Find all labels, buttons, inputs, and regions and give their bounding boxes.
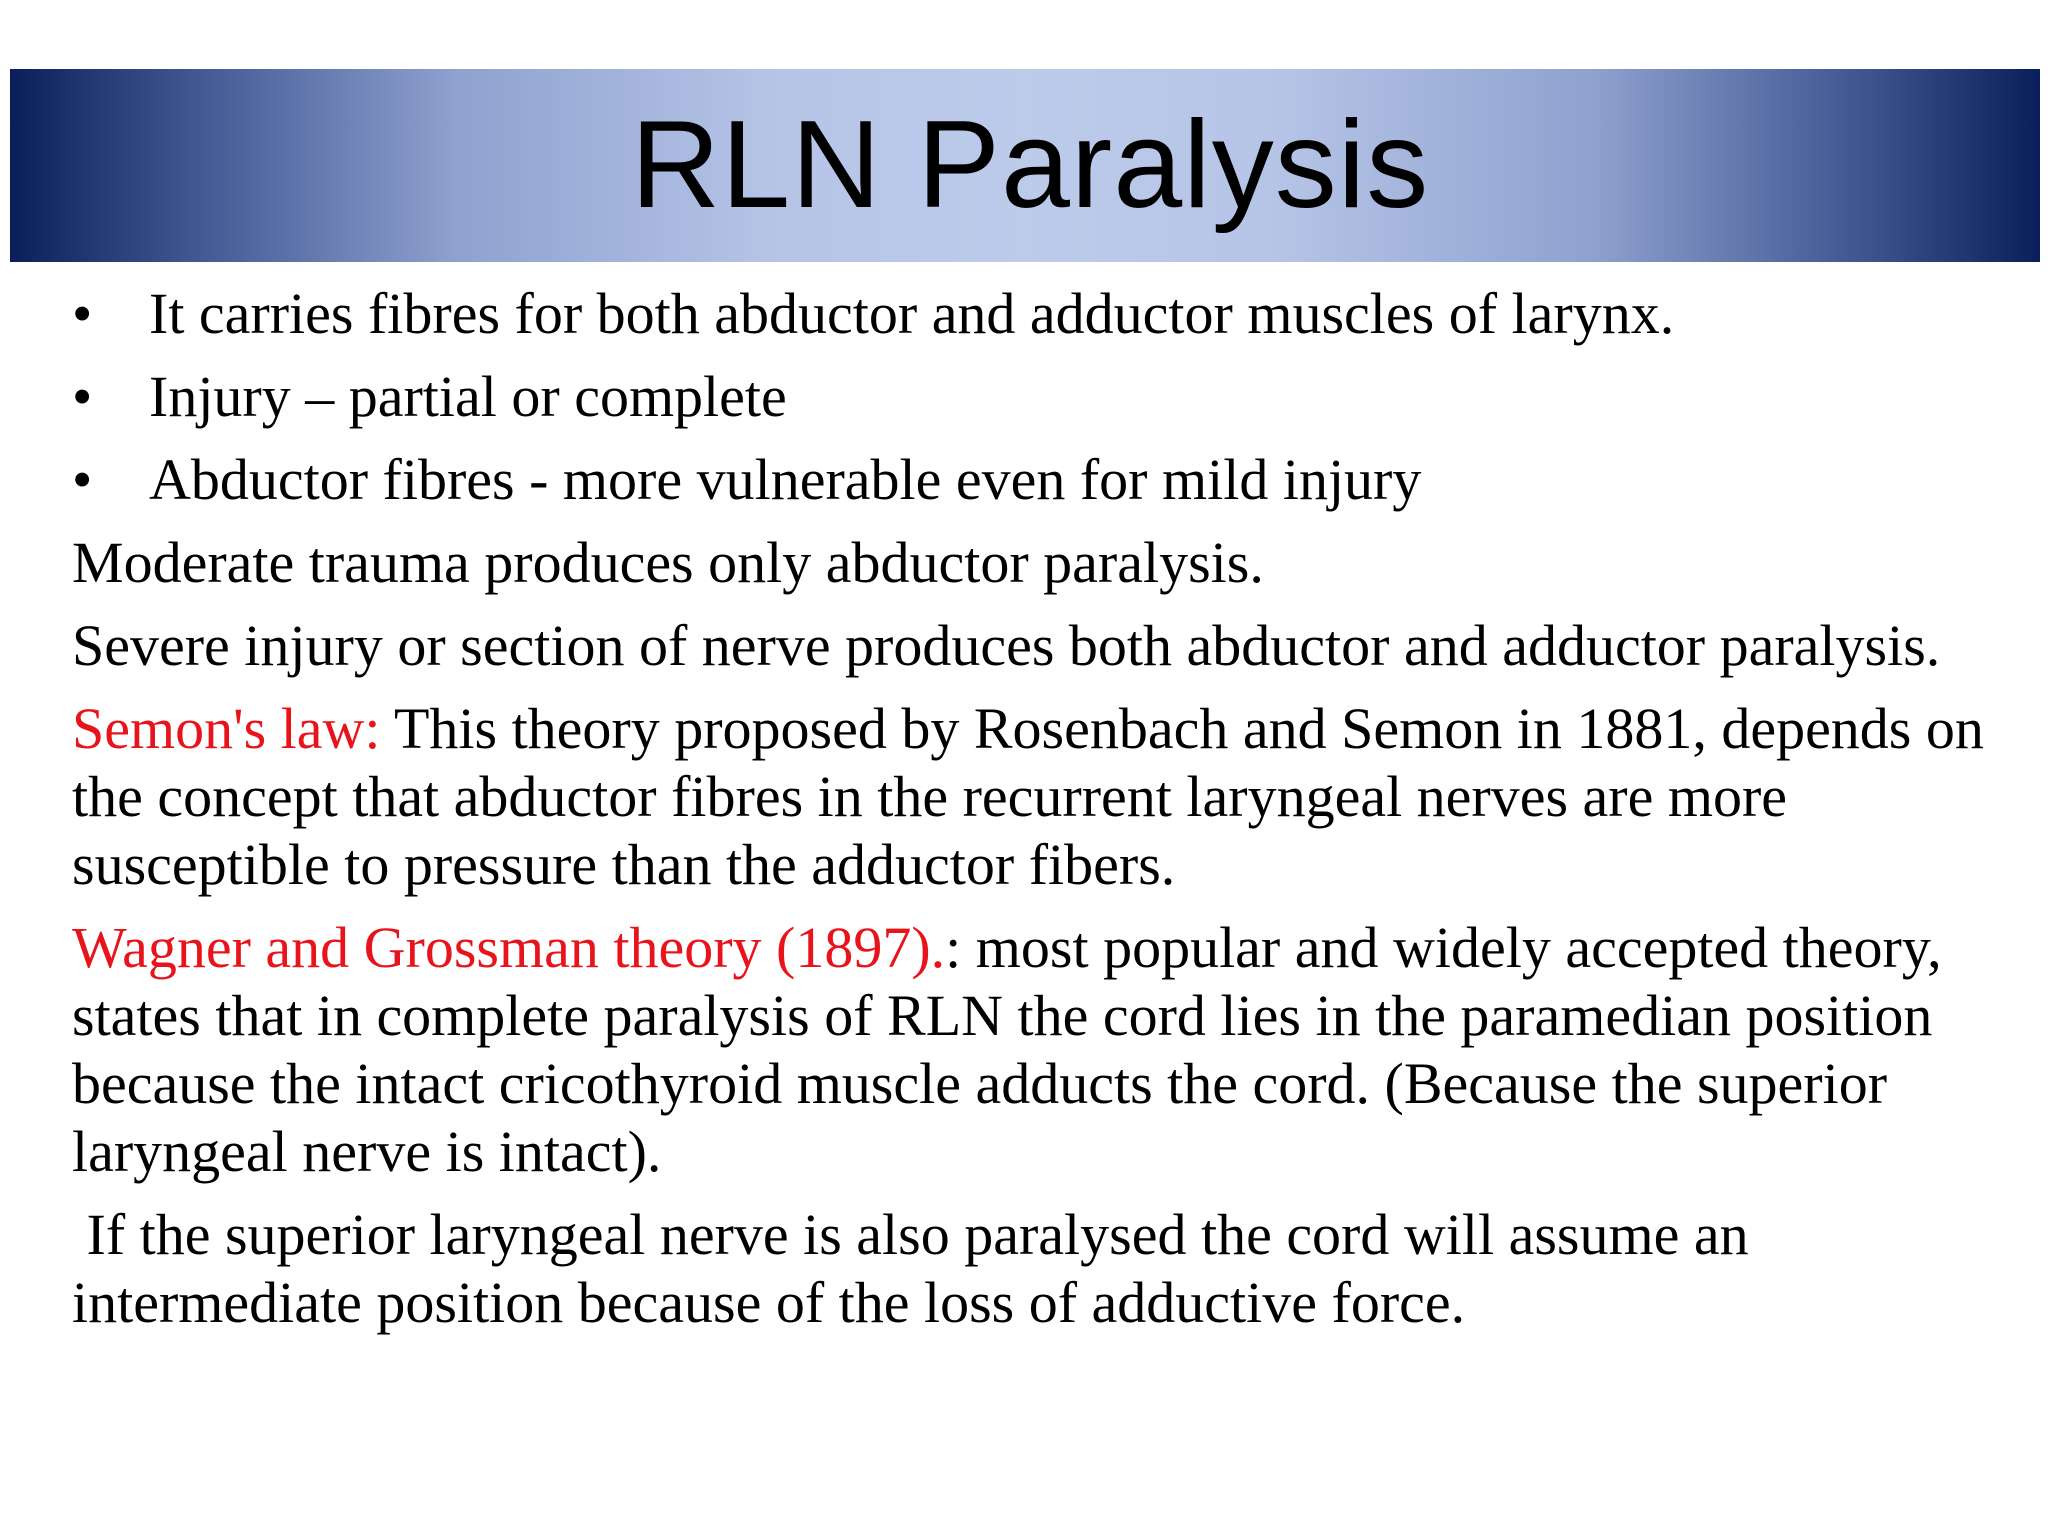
paragraph-moderate-trauma: Moderate trauma produces only abductor paralysis. (72, 530, 1264, 595)
paragraph-wagner-grossman (72, 914, 2012, 1186)
bullet-item (72, 363, 2012, 431)
bullet-dot-icon: • (72, 281, 93, 346)
title-bar (10, 69, 2040, 262)
bullet-dot-icon: • (72, 447, 93, 512)
bullet-text: Abductor fibres - more vulnerable even for mild injury (149, 447, 1422, 512)
slide-title: RLN Paralysis (630, 96, 1430, 234)
semons-law-label: Semon's law: (72, 696, 381, 761)
bullet-item (72, 446, 2012, 514)
paragraph-semons-law (72, 695, 2012, 899)
bullet-dot-icon: • (72, 364, 93, 429)
bullet-text: It carries fibres for both abductor and adductor muscles of larynx. (149, 281, 1675, 346)
bullet-text: Injury – partial or complete (149, 364, 787, 429)
semons-law-text: This theory proposed by Rosenbach and Semon in 1881, depends on the concept that abductor fibres in the recurrent laryngeal nerves are more susceptible to pressure than the adductor fibers. (72, 696, 1984, 897)
wagner-grossman-text: : most popular and widely accepted theory, states that in complete paralysis of RLN the cord lies in the paramedian position because the intact cricothyroid muscle adducts the cord. (Because the superior laryngeal nerve is intact). (72, 915, 1942, 1184)
wagner-grossman-label: Wagner and Grossman theory (1897). (72, 915, 946, 980)
bullet-list (72, 280, 2012, 514)
slide-content (72, 280, 2012, 1352)
bullet-item (72, 280, 2012, 348)
paragraph-superior-laryngeal: If the superior laryngeal nerve is also paralysed the cord will assume an intermediate position because of the loss of adductive force. (72, 1202, 1764, 1335)
paragraph-severe-injury: Severe injury or section of nerve produces both abductor and adductor paralysis. (72, 613, 1941, 678)
